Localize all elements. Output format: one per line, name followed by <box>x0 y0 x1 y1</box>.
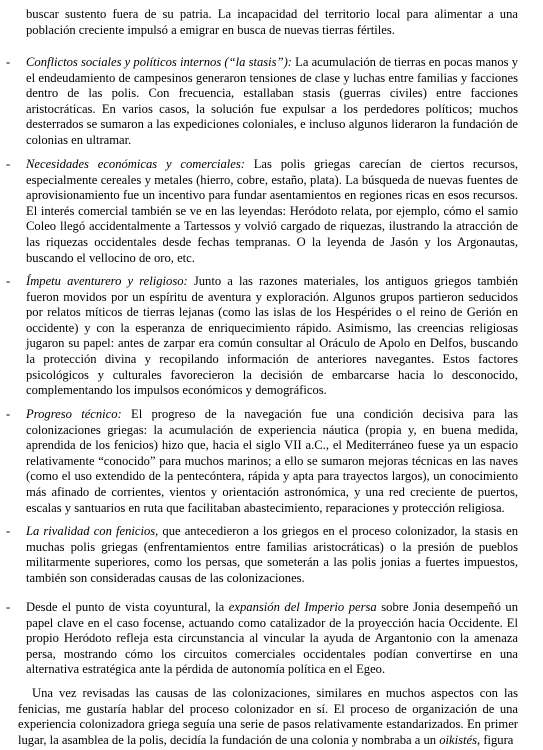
item-text: Junto a las razones materiales, los antiguos griegos también fueron movidos por un espíritu de aventura y exploración. Algunos grupos partieron seducidos por relatos míticos de tierras lejanas (como las islas de los Hespérides o el reino de Gerión en occidente) y con la esperanza de enriquecimiento rápido. Asimismo, las creencias religiosas jugaron su papel: antes de zarpar era común consultar al Oráculo de Apolo en Delfos, buscando la protección divina y recopilando información de anteriores navegantes. Estos factores psicológicos y culturales favorecieron la decisión de embarcarse hacia lo desconocido, complementando los impulsos económicos y demográficos. <box>26 274 518 398</box>
item-title: La rivalidad con fenicios, <box>26 524 159 538</box>
list-item-economic <box>6 157 518 266</box>
item-title: expansión del Imperio persa <box>228 600 377 614</box>
item-text: Las polis griegas carecían de ciertos recursos, especialmente cereales y metales (hierro, cobre, estaño, plata). La búsqueda de nuevas fuentes de aprovisionamiento fue un incentivo para fundar asentamientos en regiones ricas en esos recursos. El interés comercial también se ve en las leyendas: Heródoto relata, por ejemplo, cómo el samio Coleo llegó accidentalmente a Tartessos y volvió cargado de riquezas, ilustrando la atracción de las riquezas occidentales desde fechas tempranas. O la leyenda de Jasón y los Argonautas, buscando el vellocino de oro, etc. <box>26 157 518 265</box>
item-text: que antecedieron a los griegos en el proceso colonizador, la stasis en muchas polis griegas (enfrentamientos entre familias aristocráticas) o la presión de pueblos militarmente superiores, como los persas, que someterán a las polis jonias a fuertes impuestos, también son consideradas causas de las colonizaciones. <box>26 524 518 585</box>
item-text: El progreso de la navegación fue una condición decisiva para las colonizaciones griegas: la acumulación de experiencia náutica (propia y, en buena medida, aprendida de los fenicios) hizo que, hacia el siglo VII a.C., el Mediterráneo fuese ya un espacio relativamente “conocido” para muchos marinos; a ello se sumaron mejoras técnicas en las naves (como el uso extendido de la pentecóntera, rápida y apta para trayectos largos), un conocimiento más afinado de corrientes, vientos y orientación astronómica, y una red creciente de puertos, escalas y santuarios en ruta que facilitaban abastecimiento, reparaciones y protección religiosa. <box>26 407 518 515</box>
list-dash: - <box>6 55 11 69</box>
list-dash: - <box>6 274 11 288</box>
closing-text: Una vez revisadas las causas de las colonizaciones, similares en muchos aspectos con las fenicias, me gustaría hablar del proceso colonizador en sí. El proceso de organización de una experiencia colonizadora griega seguía una serie de pasos relativamente estandarizados. En primer lugar, la asamblea de la polis, decidía la fundación de una colonia y nombraba a un <box>18 686 518 747</box>
closing-term: oikistés <box>439 732 478 747</box>
list-item-stasis <box>6 55 518 149</box>
list-dash: - <box>6 407 11 421</box>
closing-tail: , figura <box>477 732 514 747</box>
item-title: Ímpetu aventurero y religioso: <box>26 274 188 288</box>
item-text: sobre Jonia desempeñó un papel clave en el caso focense, actuando como catalizador de la proyección hacia Occidente. El propio Heródoto refleja esta circunstancia al vincular la ayuda de Argantonio con la amenaza persa, mostrando cómo los circuitos comerciales occidentales podían convertirse en una alternativa estratégica ante la pérdida de autonomía política en el Egeo. <box>26 600 518 677</box>
closing-paragraph <box>18 686 518 748</box>
list-item-rivalry <box>6 524 518 586</box>
intro-continuation <box>26 7 518 38</box>
intro-text: buscar sustento fuera de su patria. La incapacidad del territorio local para alimentar a una población creciente impulsó a emigrar en busca de nuevas tierras fértiles. <box>26 7 518 37</box>
list-dash: - <box>6 157 11 171</box>
item-title: Necesidades económicas y comerciales: <box>26 157 245 171</box>
list-item-adventure <box>6 274 518 399</box>
item-title: Conflictos sociales y políticos internos (“la stasis”): <box>26 55 292 69</box>
list-dash: - <box>6 524 11 538</box>
list-item-persian <box>6 600 518 678</box>
item-text: La acumulación de tierras en pocas manos y el endeudamiento de campesinos generaron tensiones de clase y luchas entre familias y facciones dentro de las polis. Con frecuencia, estallaban stasis (guerras civiles) entre facciones aristocráticas. En varios casos, la solución fue expulsar a los perdedores políticos; muchos desterrados se sumaron a las expediciones coloniales, e incluso algunos lideraron la fundación de colonias en ultramar. <box>26 55 518 147</box>
item-title: Progreso técnico: <box>26 407 122 421</box>
item-pre: Desde el punto de vista coyuntural, la <box>26 600 229 614</box>
list-dash: - <box>6 600 11 614</box>
list-item-technical <box>6 407 518 516</box>
